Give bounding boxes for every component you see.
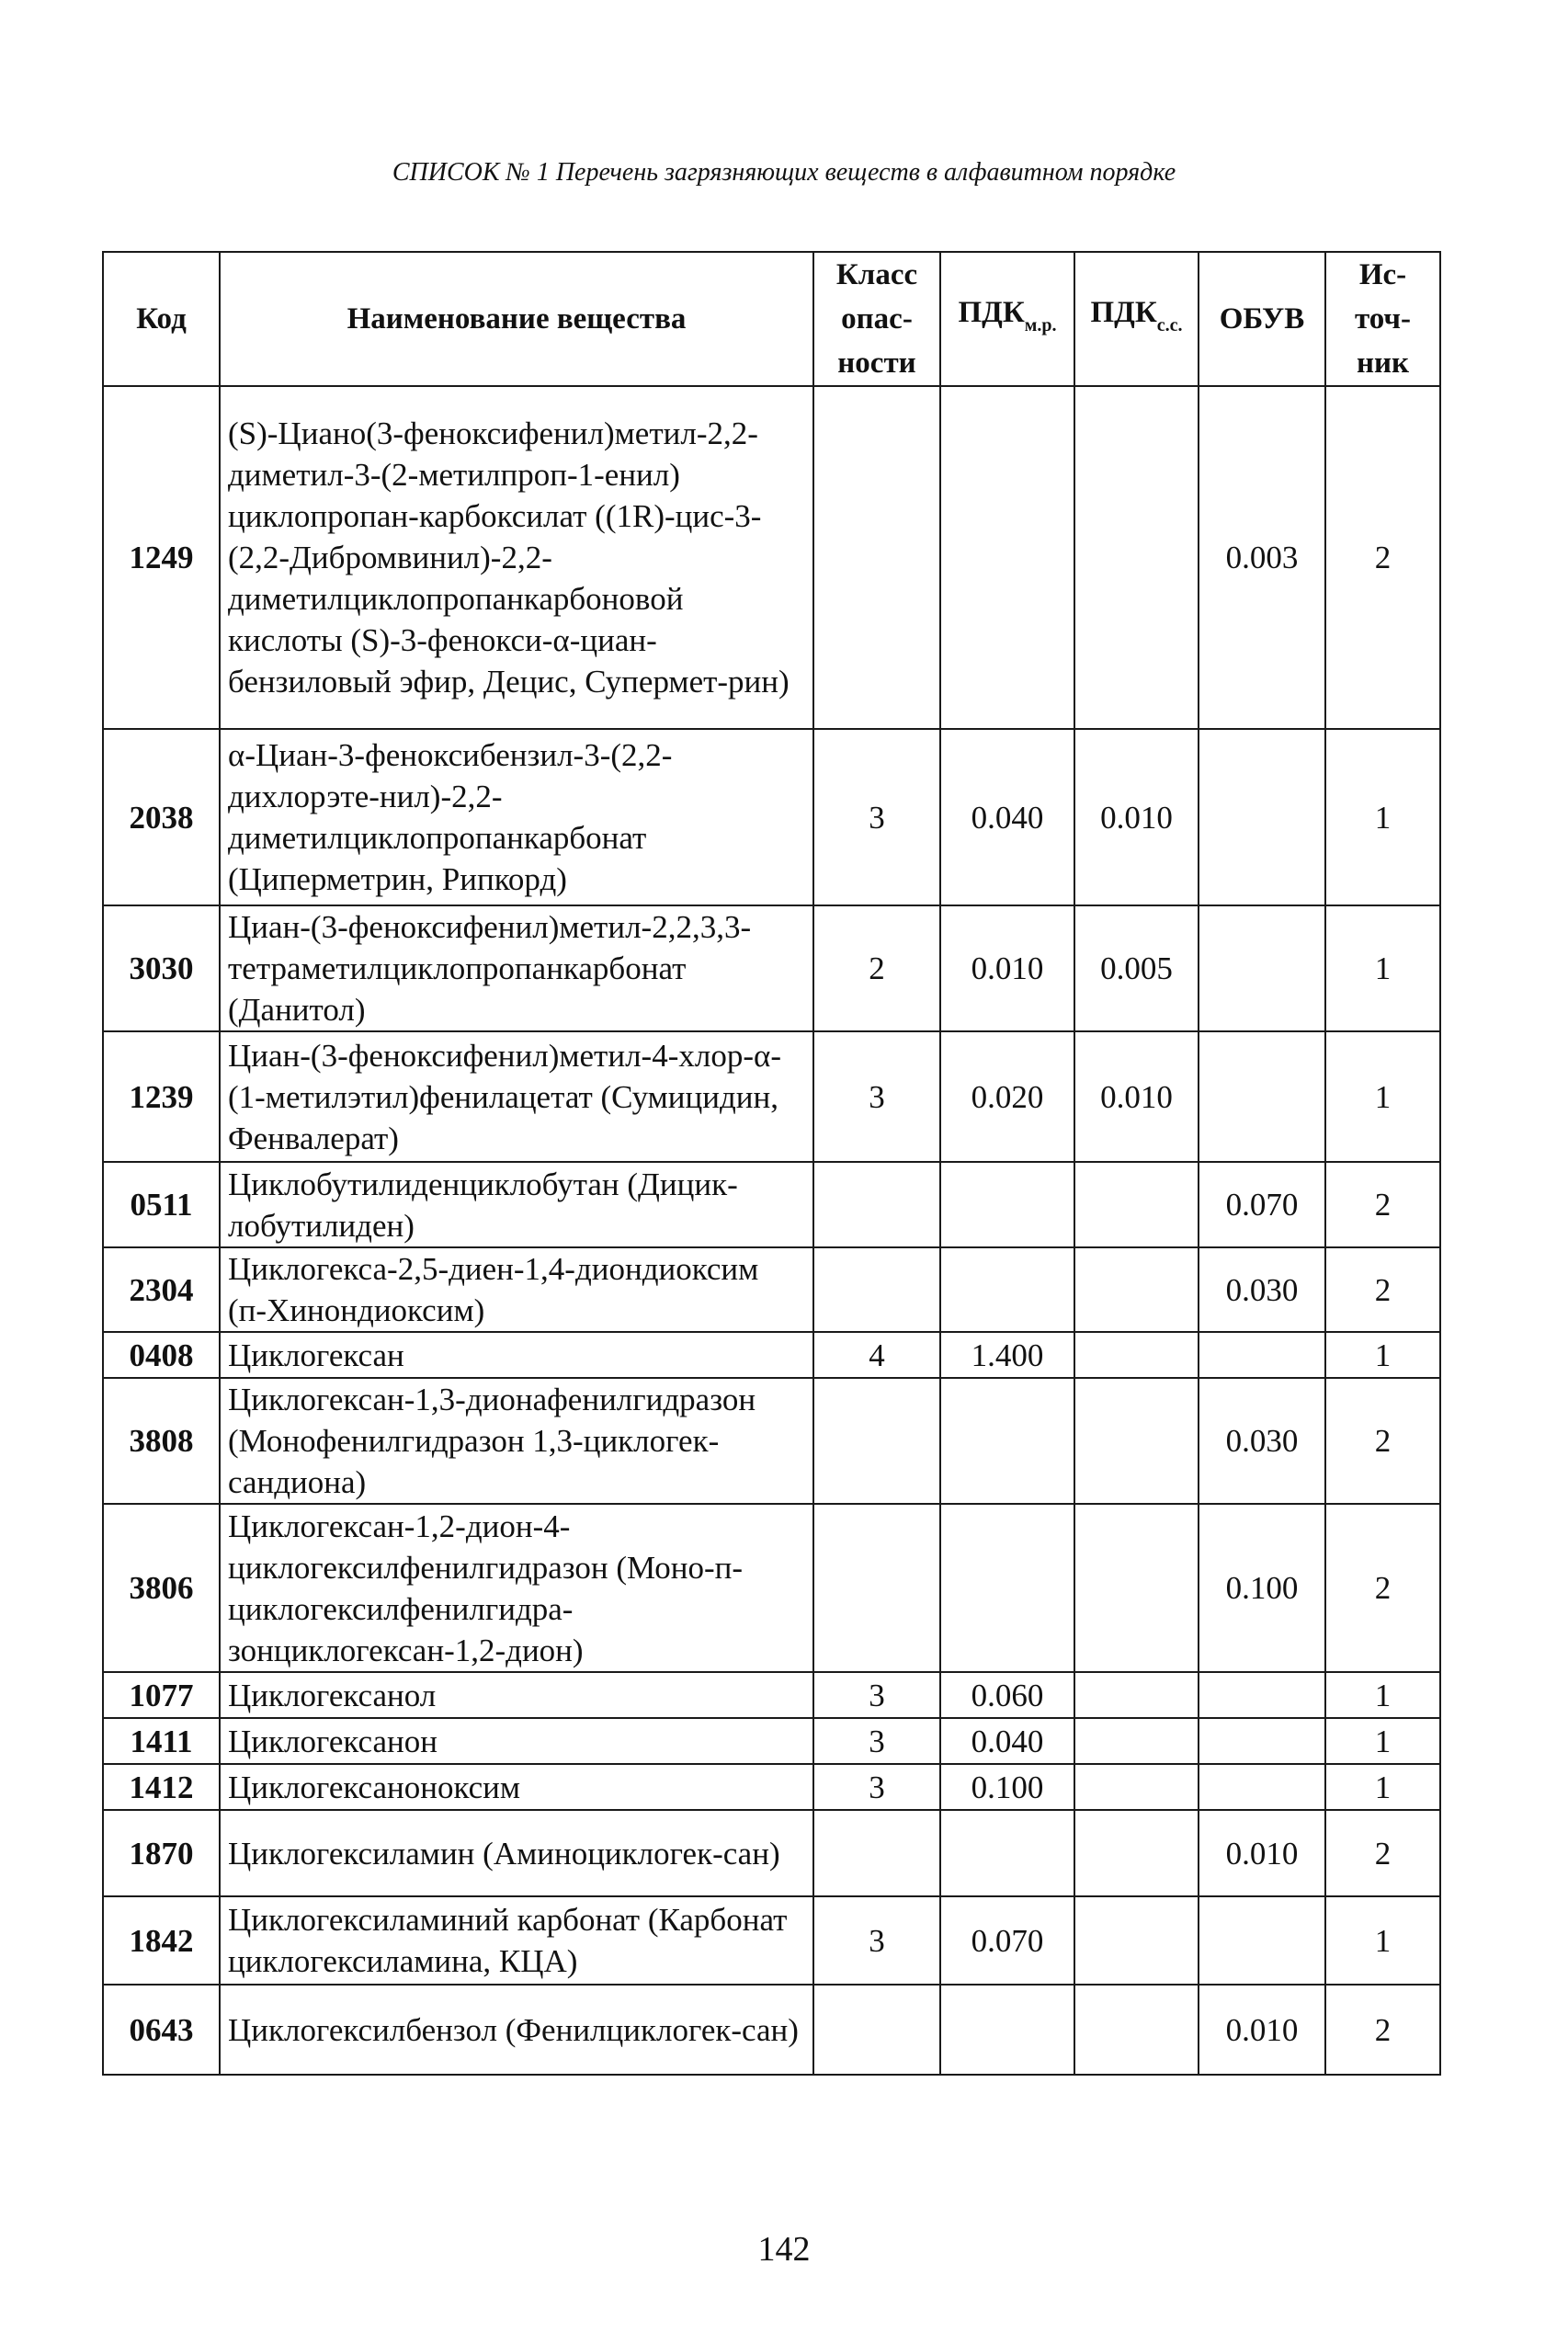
cell-source: 1 bbox=[1325, 729, 1440, 905]
cell-obuv: 0.030 bbox=[1199, 1378, 1325, 1504]
cell-pdk-ss bbox=[1074, 1764, 1199, 1810]
cell-name: Циклобутилиденциклобутан (Дицик-лобутилиден) bbox=[220, 1162, 813, 1247]
table-row bbox=[103, 1672, 1440, 1718]
pollutants-table bbox=[102, 251, 1441, 2076]
cell-name: Циклогексиламин (Аминоциклогек-сан) bbox=[220, 1810, 813, 1896]
cell-pdk-ss bbox=[1074, 1718, 1199, 1764]
cell-hazard-class: 2 bbox=[813, 905, 940, 1031]
cell-obuv: 0.070 bbox=[1199, 1162, 1325, 1247]
cell-code: 1239 bbox=[103, 1031, 220, 1162]
cell-hazard-class: 4 bbox=[813, 1332, 940, 1378]
cell-hazard-class: 3 bbox=[813, 1031, 940, 1162]
cell-pdk-ss bbox=[1074, 1247, 1199, 1332]
table-row bbox=[103, 729, 1440, 905]
cell-pdk-mr bbox=[940, 1504, 1074, 1672]
cell-pdk-mr: 0.070 bbox=[940, 1896, 1074, 1985]
cell-pdk-ss bbox=[1074, 386, 1199, 729]
page-title: СПИСОК № 1 Перечень загрязняющих веществ в алфавитном порядке bbox=[392, 158, 1176, 187]
cell-pdk-ss bbox=[1074, 1672, 1199, 1718]
cell-name: Циклогексан-1,2-дион-4-циклогексилфенилгидразон (Моно-п-циклогексилфенилгидра-зонциклогексан-1,2-дион) bbox=[220, 1504, 813, 1672]
pdk-mr-label: ПДК bbox=[958, 296, 1025, 329]
cell-name: Циклогексиламиний карбонат (Карбонат циклогексиламина, КЦА) bbox=[220, 1896, 813, 1985]
table-row bbox=[103, 1031, 1440, 1162]
cell-name: Циан-(3-феноксифенил)метил-2,2,3,3-тетраметилциклопропанкарбонат (Данитол) bbox=[220, 905, 813, 1031]
cell-name: Циклогексаноноксим bbox=[220, 1764, 813, 1810]
cell-code: 0408 bbox=[103, 1332, 220, 1378]
table-row bbox=[103, 386, 1440, 729]
cell-source: 2 bbox=[1325, 1162, 1440, 1247]
table-row bbox=[103, 1810, 1440, 1896]
cell-obuv bbox=[1199, 1718, 1325, 1764]
table-row bbox=[103, 1718, 1440, 1764]
table-row bbox=[103, 1504, 1440, 1672]
cell-pdk-ss bbox=[1074, 1378, 1199, 1504]
cell-pdk-ss bbox=[1074, 1162, 1199, 1247]
cell-code: 2038 bbox=[103, 729, 220, 905]
cell-hazard-class: 3 bbox=[813, 1672, 940, 1718]
col-pdk-mr-header bbox=[940, 252, 1074, 386]
cell-obuv bbox=[1199, 1332, 1325, 1378]
cell-hazard-class bbox=[813, 386, 940, 729]
cell-pdk-ss: 0.005 bbox=[1074, 905, 1199, 1031]
table-row bbox=[103, 1985, 1440, 2075]
cell-pdk-ss bbox=[1074, 1332, 1199, 1378]
cell-code: 0511 bbox=[103, 1162, 220, 1247]
cell-pdk-mr: 0.020 bbox=[940, 1031, 1074, 1162]
cell-hazard-class bbox=[813, 1162, 940, 1247]
table-body bbox=[103, 386, 1440, 2075]
cell-source: 1 bbox=[1325, 1332, 1440, 1378]
cell-code: 1842 bbox=[103, 1896, 220, 1985]
cell-pdk-ss bbox=[1074, 1985, 1199, 2075]
cell-pdk-mr bbox=[940, 1378, 1074, 1504]
cell-name: Циклогексанол bbox=[220, 1672, 813, 1718]
cell-source: 2 bbox=[1325, 1985, 1440, 2075]
col-obuv-header: ОБУВ bbox=[1199, 252, 1325, 386]
col-code-header: Код bbox=[103, 252, 220, 386]
cell-pdk-ss bbox=[1074, 1896, 1199, 1985]
table-row bbox=[103, 1247, 1440, 1332]
pdk-ss-label: ПДК bbox=[1090, 296, 1157, 329]
cell-hazard-class: 3 bbox=[813, 1896, 940, 1985]
cell-pdk-mr bbox=[940, 1810, 1074, 1896]
col-source-header: Ис-точ-ник bbox=[1325, 252, 1440, 386]
cell-name: Циклогексан-1,3-дионафенилгидразон (Монофенилгидразон 1,3-циклогек-сандиона) bbox=[220, 1378, 813, 1504]
cell-hazard-class: 3 bbox=[813, 1764, 940, 1810]
cell-obuv bbox=[1199, 1031, 1325, 1162]
cell-hazard-class bbox=[813, 1985, 940, 2075]
cell-obuv bbox=[1199, 1672, 1325, 1718]
cell-hazard-class bbox=[813, 1810, 940, 1896]
cell-name: Циклогексанон bbox=[220, 1718, 813, 1764]
table-row bbox=[103, 905, 1440, 1031]
cell-obuv: 0.010 bbox=[1199, 1985, 1325, 2075]
cell-name: Циклогекса-2,5-диен-1,4-диондиоксим (п-Хинондиоксим) bbox=[220, 1247, 813, 1332]
cell-source: 2 bbox=[1325, 1378, 1440, 1504]
cell-pdk-ss: 0.010 bbox=[1074, 729, 1199, 905]
cell-source: 1 bbox=[1325, 1896, 1440, 1985]
cell-source: 1 bbox=[1325, 1718, 1440, 1764]
cell-obuv bbox=[1199, 729, 1325, 905]
cell-pdk-mr: 0.010 bbox=[940, 905, 1074, 1031]
cell-hazard-class: 3 bbox=[813, 729, 940, 905]
cell-obuv bbox=[1199, 1896, 1325, 1985]
cell-name: α-Циан-3-феноксибензил-3-(2,2-дихлорэте-нил)-2,2-диметилциклопропанкарбонат (Циперметрин, Рипкорд) bbox=[220, 729, 813, 905]
col-pdk-ss-header bbox=[1074, 252, 1199, 386]
cell-name: Циан-(3-феноксифенил)метил-4-хлор-α-(1-метилэтил)фенилацетат (Сумицидин, Фенвалерат) bbox=[220, 1031, 813, 1162]
cell-pdk-mr: 0.100 bbox=[940, 1764, 1074, 1810]
cell-pdk-mr: 1.400 bbox=[940, 1332, 1074, 1378]
table-row bbox=[103, 1332, 1440, 1378]
cell-source: 1 bbox=[1325, 1672, 1440, 1718]
cell-source: 2 bbox=[1325, 1810, 1440, 1896]
cell-hazard-class bbox=[813, 1247, 940, 1332]
pdk-ss-subscript: с.с. bbox=[1156, 315, 1183, 336]
cell-pdk-mr: 0.040 bbox=[940, 729, 1074, 905]
cell-obuv: 0.010 bbox=[1199, 1810, 1325, 1896]
cell-hazard-class bbox=[813, 1504, 940, 1672]
cell-pdk-mr bbox=[940, 1162, 1074, 1247]
cell-code: 0643 bbox=[103, 1985, 220, 2075]
cell-code: 1249 bbox=[103, 386, 220, 729]
table-row bbox=[103, 1378, 1440, 1504]
cell-pdk-ss: 0.010 bbox=[1074, 1031, 1199, 1162]
cell-code: 2304 bbox=[103, 1247, 220, 1332]
cell-obuv bbox=[1199, 905, 1325, 1031]
cell-code: 3806 bbox=[103, 1504, 220, 1672]
table-row bbox=[103, 1764, 1440, 1810]
pdk-mr-subscript: м.р. bbox=[1024, 315, 1057, 336]
table-header-row bbox=[103, 252, 1440, 386]
cell-source: 1 bbox=[1325, 1764, 1440, 1810]
cell-code: 1870 bbox=[103, 1810, 220, 1896]
cell-pdk-mr bbox=[940, 1985, 1074, 2075]
cell-obuv: 0.003 bbox=[1199, 386, 1325, 729]
cell-pdk-ss bbox=[1074, 1810, 1199, 1896]
cell-pdk-mr: 0.040 bbox=[940, 1718, 1074, 1764]
cell-pdk-mr bbox=[940, 386, 1074, 729]
cell-source: 2 bbox=[1325, 1504, 1440, 1672]
cell-obuv: 0.030 bbox=[1199, 1247, 1325, 1332]
cell-source: 2 bbox=[1325, 1247, 1440, 1332]
cell-pdk-ss bbox=[1074, 1504, 1199, 1672]
cell-code: 3030 bbox=[103, 905, 220, 1031]
cell-name: Циклогексан bbox=[220, 1332, 813, 1378]
cell-obuv: 0.100 bbox=[1199, 1504, 1325, 1672]
page-number: 142 bbox=[757, 2230, 811, 2269]
col-name-header: Наименование вещества bbox=[220, 252, 813, 386]
cell-name: (S)-Циано(3-феноксифенил)метил-2,2-диметил-3-(2-метилпроп-1-енил) циклопропан-карбоксилат ((1R)-цис-3-(2,2-Дибромвинил)-2,2-диметилциклопропанкарбоновой кислоты (S)-3-фенокси-α-циан-бензиловый эфир, Децис, Супермет-рин) bbox=[220, 386, 813, 729]
cell-code: 1412 bbox=[103, 1764, 220, 1810]
col-hazard-class-header: Класс опас-ности bbox=[813, 252, 940, 386]
cell-name: Циклогексилбензол (Фенилциклогек-сан) bbox=[220, 1985, 813, 2075]
table-row bbox=[103, 1896, 1440, 1985]
cell-code: 1077 bbox=[103, 1672, 220, 1718]
cell-hazard-class bbox=[813, 1378, 940, 1504]
cell-code: 3808 bbox=[103, 1378, 220, 1504]
table-row bbox=[103, 1162, 1440, 1247]
cell-source: 1 bbox=[1325, 905, 1440, 1031]
cell-pdk-mr: 0.060 bbox=[940, 1672, 1074, 1718]
cell-source: 1 bbox=[1325, 1031, 1440, 1162]
cell-code: 1411 bbox=[103, 1718, 220, 1764]
cell-source: 2 bbox=[1325, 386, 1440, 729]
cell-obuv bbox=[1199, 1764, 1325, 1810]
cell-pdk-mr bbox=[940, 1247, 1074, 1332]
cell-hazard-class: 3 bbox=[813, 1718, 940, 1764]
